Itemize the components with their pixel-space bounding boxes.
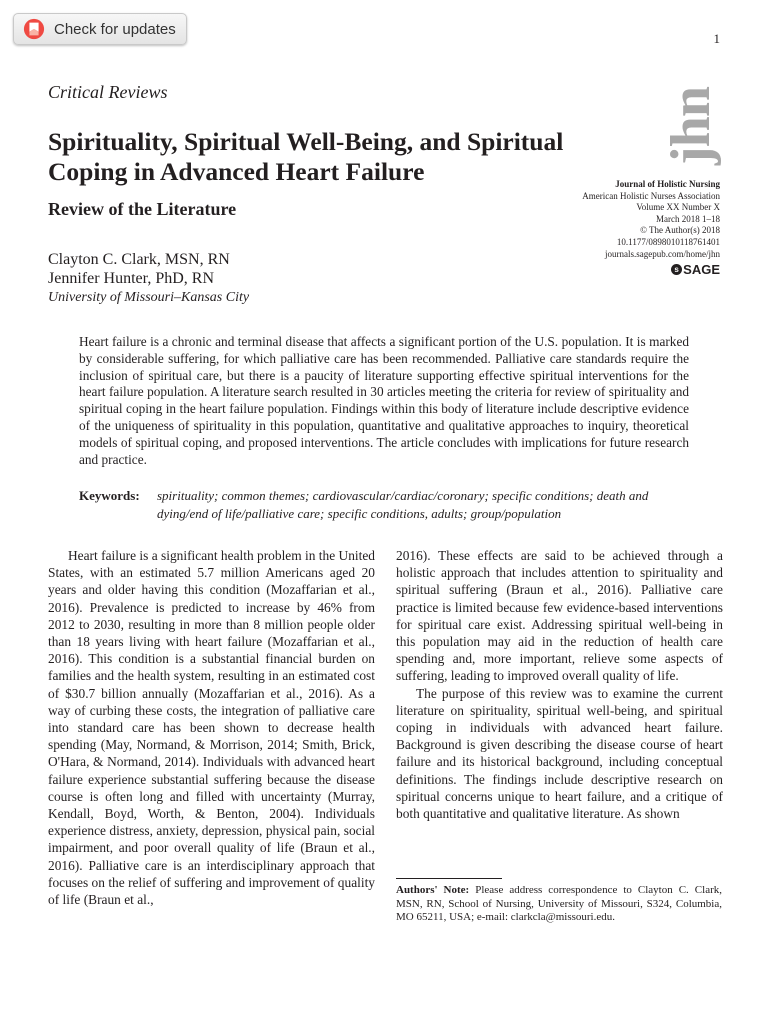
journal-info-line: March 2018 1–18: [656, 213, 720, 224]
author-name: Jennifer Hunter, PhD, RN: [48, 270, 214, 287]
page-number: 1: [713, 31, 720, 46]
journal-info-line: Volume XX Number X: [636, 202, 720, 213]
journal-name: Journal of Holistic Nursing: [615, 179, 720, 189]
keywords: [79, 487, 694, 523]
section-label: Critical Reviews: [48, 82, 168, 102]
journal-info-line: American Holistic Nurses Association: [582, 190, 720, 201]
article-subtitle: Review of the Literature: [48, 199, 237, 219]
journal-logo: [660, 80, 722, 172]
check-for-updates-button[interactable]: [13, 13, 187, 45]
article-title: Spirituality, Spiritual Well-Being, and Spiritual Coping in Advanced Heart Failure: [48, 127, 564, 186]
body-paragraph: The purpose of this review was to examine the current literature on spirituality, spiritual well-being, and spiritual coping in individuals with advanced heart failure. Background is given describing the disease course of heart failure and its historical background, including conceptual definitions. The findings include descriptive research on spiritual concerns unique to heart failure, and a critique of both quantitative and qualitative literature. As shown: [396, 685, 723, 822]
body-column-right: [396, 547, 723, 822]
journal-info-line: © The Author(s) 2018: [640, 225, 720, 236]
author-affiliation: University of Missouri–Kansas City: [48, 290, 250, 305]
authors-note: [396, 884, 722, 925]
journal-url: journals.sagepub.com/home/jhn: [605, 248, 720, 259]
journal-doi: 10.1177/0898010118761401: [616, 236, 720, 247]
check-for-updates-label: Check for updates: [54, 20, 176, 38]
publisher-logo: [671, 262, 720, 277]
journal-logo-text: jhn: [660, 87, 722, 165]
abstract: Heart failure is a chronic and terminal disease that affects a significant portion of the U.S. population. It is marked by considerable suffering, for which palliative care has been recommended. Palliative care standards require the inclusion of spiritual care, but there is a paucity of literature supporting effective spiritual interventions for the heart failure population. A literature search resulted in 30 articles meeting the criteria for review of spirituality and spiritual coping in the heart failure population. Findings within this body of literature include descriptive evidence of the uniqueness of spirituality in this population, quantitative and qualitative approaches to inquiry, theoretical models of spiritual coping, and proposed interventions. The article concludes with implications for future research and practice.: [79, 334, 689, 467]
crossmark-icon: [23, 18, 45, 40]
authors-note-text: Please address correspondence to Clayton C. Clark, MSN, RN, School of Nursing, University of Missouri, S324, Columbia, MO 65211, USA; e-mail: clarkcla@missouri.edu.: [396, 884, 722, 923]
authors-note-label: Authors' Note:: [396, 884, 470, 896]
journal-info: [582, 179, 720, 260]
author-name: Clayton C. Clark, MSN, RN: [48, 251, 230, 268]
body-paragraph: Heart failure is a significant health problem in the United States, with an estimated 5.7 million Americans aged 20 years and older having this condition (Mozaffarian et al., 2016). Prevalence is predicted to increase by 46% from 2012 to 2030, resulting in more than 8 million people older than 18 years living with heart failure (Mozaffarian et al., 2016). This condition is a substantial financial burden on families and the health system, resulting in an estimated cost of $30.7 billion annually (Mozaffarian et al., 2016). As a way of curbing these costs, the integration of palliative care into standard care has been shown to decrease health spending (May, Normand, & Morrison, 2014; Smith, Brick, O'Hara, & Normand, 2014). Individuals with advanced heart failure experience substantial suffering because the disease course is often long and filled with uncertainty (Murray, Kendall, Boyd, Worth, & Benton, 2004). Individuals experience distress, anxiety, depression, physical pain, social impairment, and poor overall quality of life (Braun et al., 2016). Palliative care is an interdisciplinary approach that focuses on the relief of suffering and improvement of quality of life (Braun et al.,: [48, 548, 375, 908]
keywords-label: Keywords:: [79, 488, 140, 503]
author-block: [48, 250, 249, 307]
footnote-divider: [396, 878, 502, 879]
publisher-name: SAGE: [683, 262, 720, 277]
body-column-left: [48, 547, 375, 908]
body-paragraph: 2016). These effects are said to be achieved through a holistic approach that includes attention to spirituality and spiritual suffering (Braun et al., 2016). Palliative care practice is limited because few evidence-based interventions for spiritual care exist. Addressing spiritual well-being in this population may aid in the reduction of health care spending and, more important, relieve some aspects of suffering, leading to improved overall quality of life.: [396, 548, 723, 684]
keywords-text: spirituality; common themes; cardiovascular/cardiac/coronary; specific conditions; death and dying/end of life/palliative care; specific conditions, adults; group/population: [157, 488, 649, 521]
sage-circle-icon: s: [671, 264, 682, 275]
